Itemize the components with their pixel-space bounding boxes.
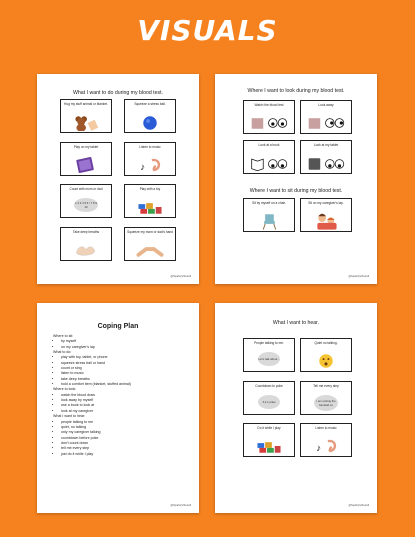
card-label: Listen to music: [139, 145, 161, 149]
plan-item: • squeeze stress ball or hand: [61, 361, 131, 366]
svg-text:♪: ♪: [140, 161, 146, 173]
coping-plan-list: [53, 334, 131, 457]
card-label: Listen to music: [315, 426, 337, 430]
card-deep-breaths: [60, 227, 112, 261]
card-play-toy: [124, 184, 176, 218]
card-count: [60, 184, 112, 218]
plan-item: • countdown before poke: [61, 436, 131, 441]
page-heading: Where I want to sit during my blood test.: [249, 188, 343, 194]
plan-section-list: [53, 355, 131, 387]
caregiver-child-icon: [301, 212, 351, 230]
chair-icon: [244, 212, 294, 230]
card-people-talking: [243, 338, 295, 372]
card-listen-music: [300, 423, 352, 457]
plan-item: • tell me every step: [61, 446, 131, 451]
card-tell-every-step: [300, 381, 352, 415]
card-hug-stuffed-animal: [60, 99, 112, 133]
quiet-face-icon: [301, 352, 351, 370]
page-heading: What I want to do during my blood test.: [73, 90, 163, 96]
card-watch-blood-test: [243, 100, 295, 134]
visual-page-look-sit: [215, 74, 377, 284]
card-label: Count with mom or dad: [69, 187, 103, 191]
page-title: VISUALS: [137, 14, 278, 47]
plan-item: • only my caregiver talking: [61, 430, 131, 435]
page-footer: @SparklyVibesAll: [170, 275, 191, 278]
coping-plan-page: [37, 303, 199, 513]
page-heading: What I want to hear.: [272, 320, 320, 326]
card-label: Hug my stuff animal or blanket.: [64, 102, 108, 106]
page-footer: @SparklyVibesAll: [170, 504, 191, 507]
plan-item: • look away by myself: [61, 398, 131, 403]
tablet-eyes-icon: [301, 154, 351, 172]
plan-item: • play with toy, tablet, or phone: [61, 355, 131, 360]
plan-item: • don't count down: [61, 441, 131, 446]
coping-plan-title: Coping Plan: [97, 323, 139, 330]
teddy-bear-icon: [61, 113, 111, 131]
card-listen-music: [124, 142, 176, 176]
plan-section-list: [53, 393, 131, 414]
book-eyes-icon: [244, 154, 294, 172]
plan-section-list: [53, 420, 131, 457]
plan-item: • listen to music: [61, 371, 131, 376]
visual-page-hear: [215, 303, 377, 513]
visual-page-activities: [37, 74, 199, 284]
svg-text:♪: ♪: [316, 442, 322, 454]
plan-section-heading: Where to look:: [53, 387, 77, 392]
card-label: Look at a book: [258, 143, 280, 147]
plan-item: • take deep breaths: [61, 377, 131, 382]
card-look-away: [300, 100, 352, 134]
plan-item: • use a book to look at: [61, 403, 131, 408]
plan-section-list: [53, 339, 131, 350]
card-label: Tell me every step: [313, 384, 339, 388]
card-label: Look at my tablet: [313, 143, 339, 147]
page-footer: @SparklyVibesAll: [348, 275, 369, 278]
toy-blocks-icon: [125, 198, 175, 216]
arm-eyes-icon: [244, 114, 294, 132]
ear-music-icon: [125, 156, 175, 174]
plan-section-heading: What I want to hear:: [53, 414, 86, 419]
plan-item: • people talking to me: [61, 420, 131, 425]
card-sit-caregiver-lap: [300, 198, 352, 232]
arm-eyes-away-icon: [301, 114, 351, 132]
plan-item: • count or sing: [61, 366, 131, 371]
speech-bubble: 3,2,1 poke: [258, 395, 280, 409]
card-look-book: [243, 140, 295, 174]
card-squeeze-hand: [124, 227, 176, 261]
card-label: People talking to me.: [254, 341, 284, 345]
plan-section-heading: What to do:: [53, 350, 72, 355]
plan-item: • quiet, no talking: [61, 425, 131, 430]
card-label: Do it while I play: [257, 426, 281, 430]
plan-item: • just do it while I play: [61, 452, 131, 457]
card-label: Quiet no talking.: [314, 341, 338, 345]
stress-ball-icon: [125, 113, 175, 131]
card-countdown: [243, 381, 295, 415]
card-sit-chair: [243, 198, 295, 232]
card-label: Countdown to poke: [255, 384, 283, 388]
card-do-it-while-play: [243, 423, 295, 457]
card-label: Look away: [318, 103, 334, 107]
plan-item: • look at my caregiver: [61, 409, 131, 414]
tablet-icon: [61, 156, 111, 174]
card-label: Play with a toy: [139, 187, 161, 191]
card-label: Squeeze my mom or dad's hand: [127, 230, 173, 234]
page-footer: @SparklyVibesAll: [348, 504, 369, 507]
toy-blocks-icon: [244, 437, 294, 455]
count-bubble: 1 2 3 4 5 6 / 7 8 9 10: [74, 198, 98, 212]
plan-item: • hold a comfort item (blanket, stuffed animal): [61, 382, 131, 387]
breath-icon: [61, 241, 111, 259]
plan-item: • by myself: [61, 339, 131, 344]
card-label: Squeeze a stress ball.: [134, 102, 166, 106]
card-squeeze-stress-ball: [124, 99, 176, 133]
card-label: Watch the blood test: [254, 103, 284, 107]
plan-section-heading: Where to sit:: [53, 334, 74, 338]
ear-music-icon: [301, 437, 351, 455]
speech-bubble: I am putting the bandaid on: [314, 395, 338, 411]
plan-item: • watch the blood draw: [61, 393, 131, 398]
card-label: Sit by myself on a chair.: [252, 201, 286, 205]
card-look-tablet: [300, 140, 352, 174]
card-quiet: [300, 338, 352, 372]
card-label: Play on my tablet: [73, 145, 99, 149]
holding-hands-icon: [125, 241, 175, 259]
speech-bubble: Let's talk about...: [258, 352, 280, 366]
plan-item: • on my caregiver's lap: [61, 345, 131, 350]
card-label: Sit on my caregiver's lap.: [308, 201, 344, 205]
page-heading: Where I want to look during my blood test.: [247, 88, 345, 94]
card-play-tablet: [60, 142, 112, 176]
card-label: Take deep breaths: [72, 230, 100, 234]
